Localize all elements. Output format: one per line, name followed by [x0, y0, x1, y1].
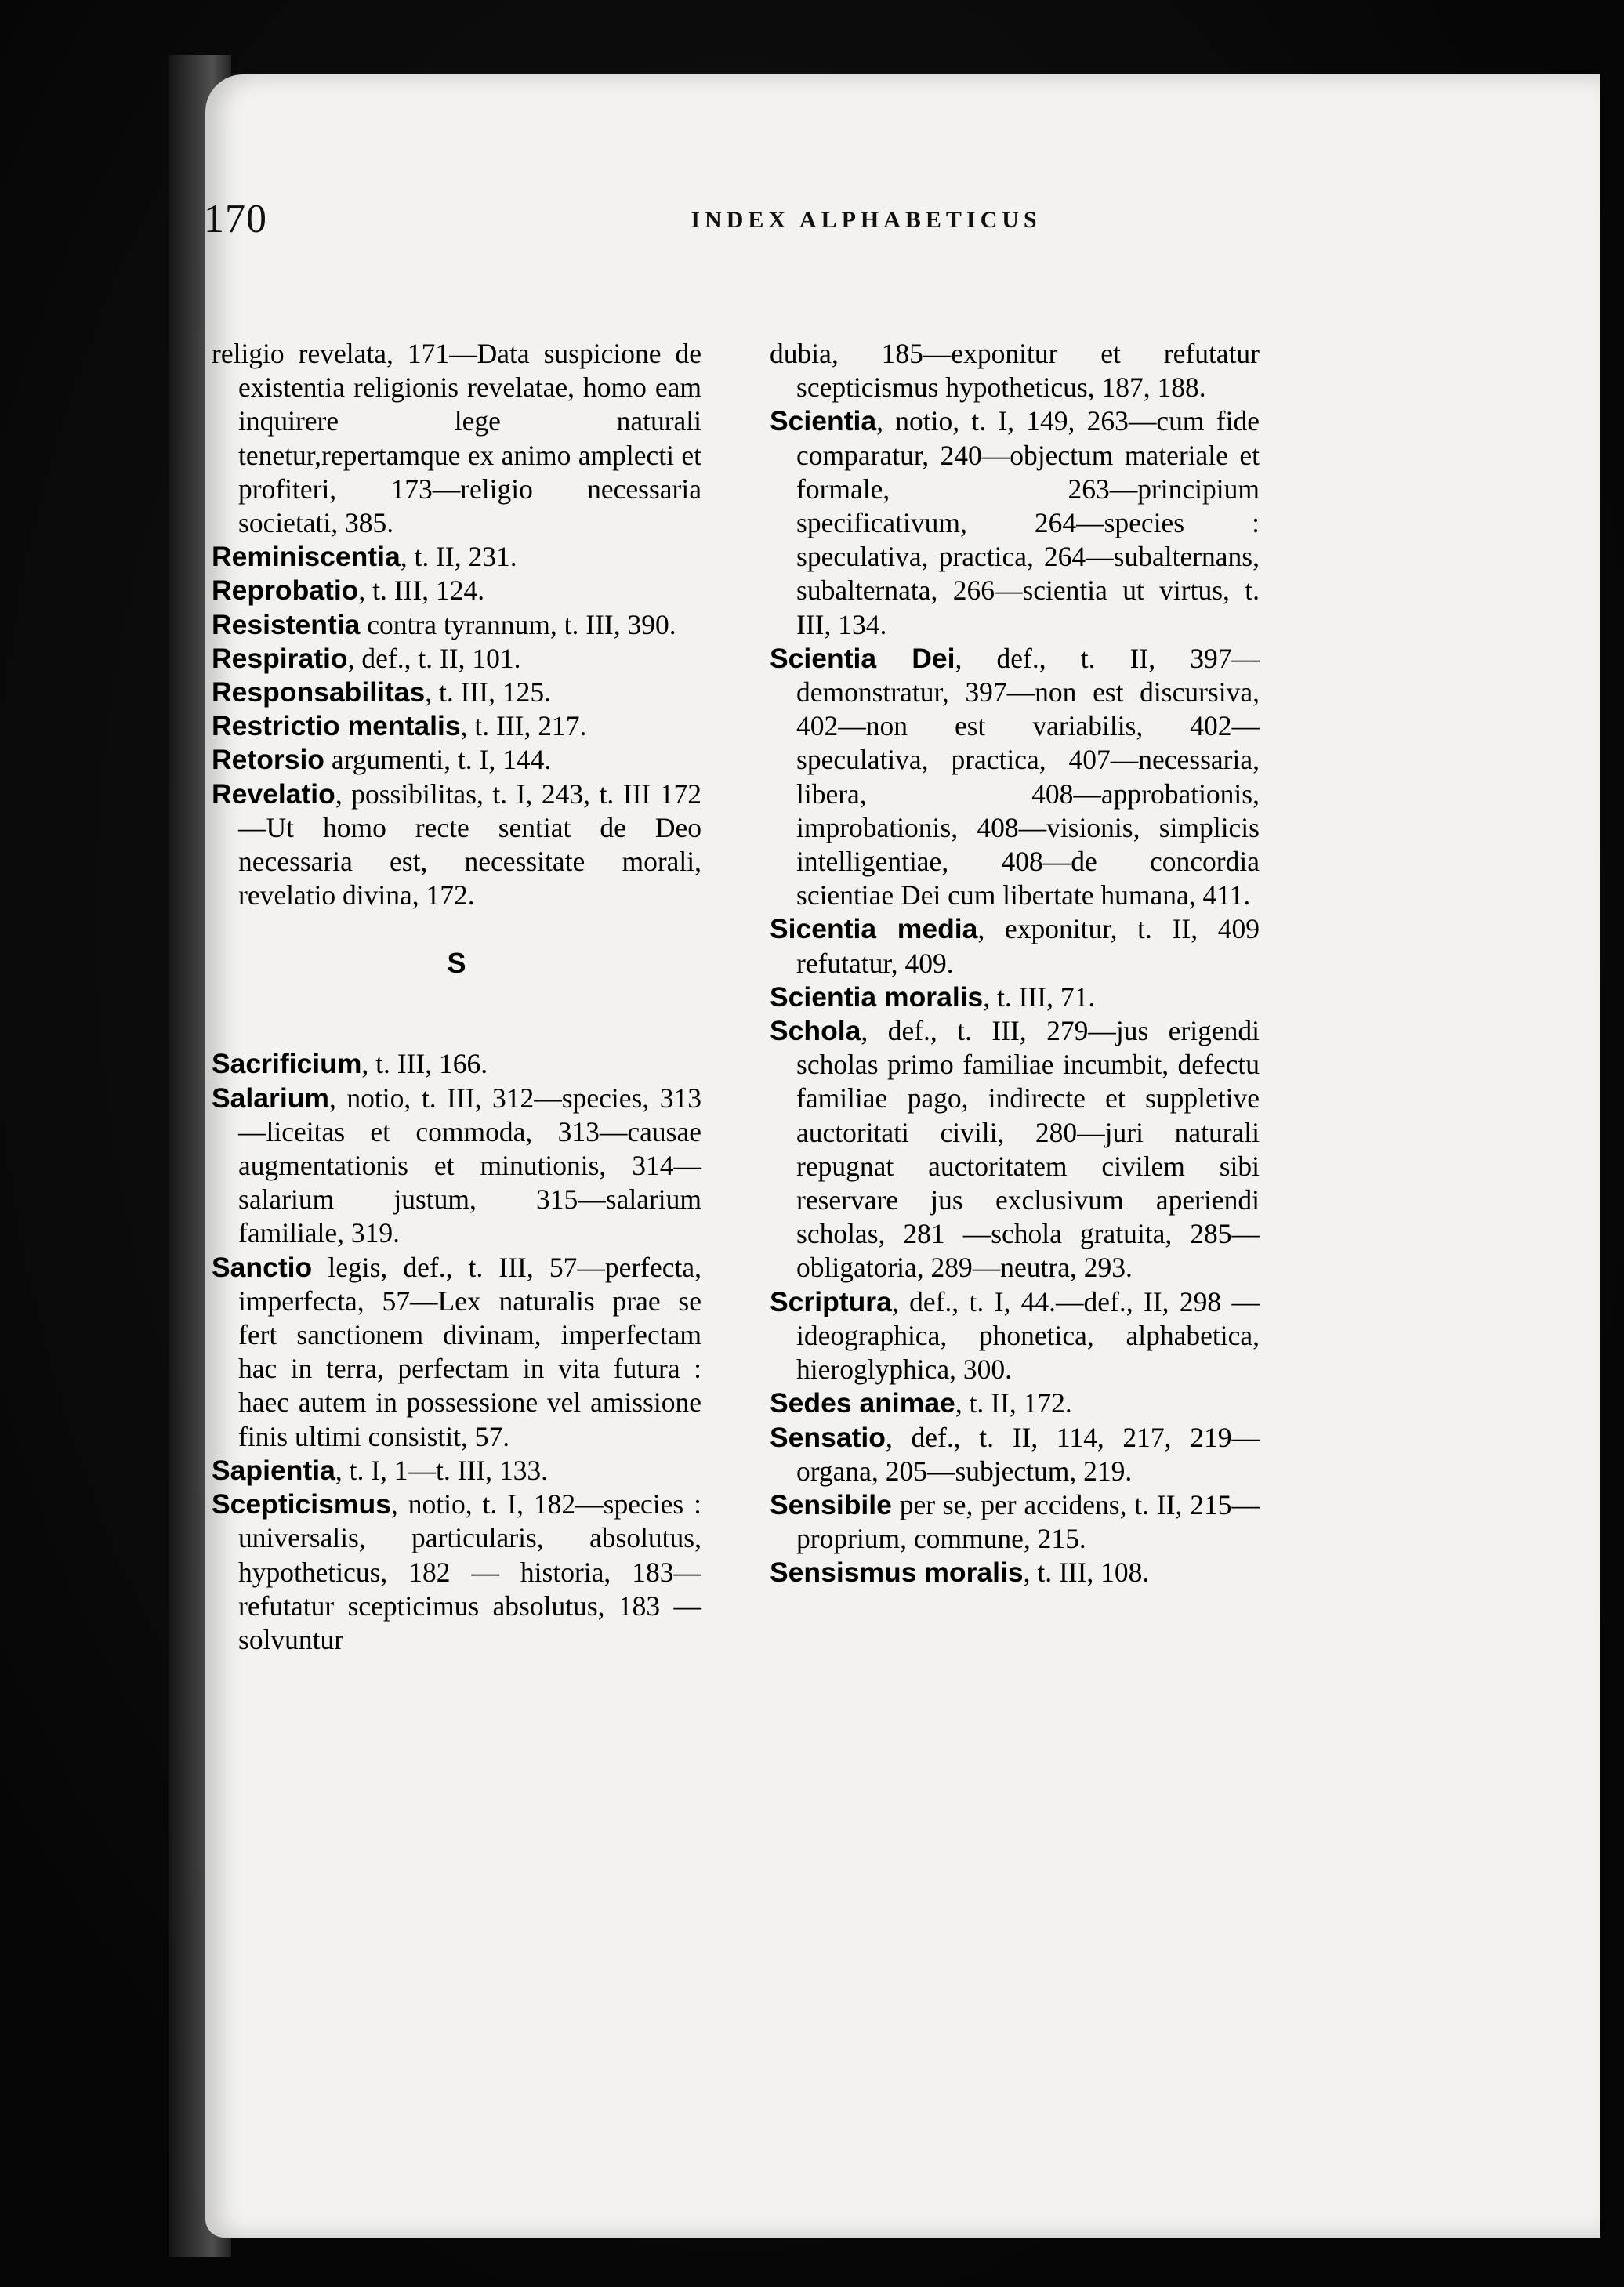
entry-text: , notio, t. III, 312—species, 313—liceitas et commoda, 313—causae augmentationis et minutionis, 314—salarium justum, 315—salarium familiale, 319.	[238, 1082, 701, 1249]
entry-text: religio revelata, 171—Data suspicione de existentia religionis revelatae, homo eam inquirere lege naturali tenetur,repertamque ex animo amplecti et profiteri, 173—religio necessaria societati, 385.	[212, 338, 701, 539]
right-column	[770, 337, 1260, 1590]
section-letter: S	[447, 947, 466, 980]
entry-term: Resistentia	[212, 608, 361, 640]
entry-term: Scientia	[770, 405, 877, 437]
entry-term: Responsabilitas	[212, 676, 426, 709]
left-column	[212, 337, 701, 1657]
entry-term: Retorsio	[212, 744, 324, 776]
index-entry	[212, 574, 701, 607]
running-head: INDEX ALPHABETICUS	[691, 207, 1042, 233]
index-entry	[212, 777, 701, 913]
entry-text: contra tyrannum, t. III, 390.	[360, 608, 676, 640]
entry-text: , t. II, 172.	[955, 1387, 1072, 1419]
right-entries	[770, 337, 1260, 1590]
index-entry	[770, 1421, 1260, 1488]
index-entry	[212, 1251, 701, 1454]
entry-text: , possibilitas, t. I, 243, t. III 172—Ut homo recte sentiat de Deo necessaria est, necessitate morali, revelatio divina, 172.	[238, 777, 701, 912]
index-entry	[770, 642, 1260, 913]
entry-term: Scepticismus	[212, 1488, 391, 1520]
entry-term: Sensibile	[770, 1488, 892, 1520]
entry-text: , t. I, 1—t. III, 133.	[335, 1454, 548, 1486]
page-content	[204, 196, 1497, 266]
entry-term: Restrictio mentalis	[212, 710, 461, 742]
entry-text: , def., t. II, 101.	[347, 642, 521, 674]
entry-text: , notio, t. I, 149, 263—cum fide comparatur, 240—objectum materiale et formale, 263—principium specificativum, 264—species : speculativa, practica, 264—subalternans, subalternata, 266—scientia ut virtus, t. III, 134.	[796, 405, 1260, 640]
entry-text: , t. III, 217.	[460, 710, 587, 742]
entry-text: legis, def., t. III, 57—perfecta, imperfecta, 57—Lex naturalis prae se fert sanctionem divinam, imperfectam hac in terra, perfectam in vita futura : haec autem in possessione vel amissione finis ultimi consistit, 57.	[238, 1251, 701, 1452]
entry-text: , def., t. II, 114, 217, 219—organa, 205—subjectum, 219.	[796, 1421, 1260, 1487]
entry-term: Sedes animae	[770, 1387, 955, 1419]
index-entry	[212, 608, 701, 642]
entry-text: , t. III, 108.	[1023, 1557, 1150, 1589]
entry-text: , t. III, 125.	[425, 676, 551, 709]
index-entry	[212, 1047, 701, 1081]
entry-text: per se, per accidens, t. II, 215—proprium, commune, 215.	[796, 1488, 1260, 1555]
entry-text: dubia, 185—exponitur et refutatur scepticismus hypotheticus, 187, 188.	[770, 338, 1260, 404]
entry-term: Respiratio	[212, 642, 348, 674]
entry-text: , t. III, 166.	[361, 1048, 488, 1080]
index-entry	[212, 337, 701, 540]
index-entry	[212, 642, 701, 676]
index-entry	[212, 1488, 701, 1657]
entry-text: , exponitur, t. II, 409 refutatur, 409.	[796, 913, 1260, 979]
entry-term: Sensatio	[770, 1421, 886, 1453]
entry-term: Scientia moralis	[770, 980, 984, 1013]
index-entry	[770, 404, 1260, 641]
index-entry	[770, 1285, 1260, 1387]
entry-text: , notio, t. I, 182—species : universalis, particularis, absolutus, hypotheticus, 182 — historia, 183—refutatur scepticimus absolutus, 183 — solvuntur	[238, 1488, 701, 1655]
page-header	[204, 196, 1497, 266]
entry-term: Sensismus moralis	[770, 1557, 1024, 1589]
index-entry	[770, 337, 1260, 404]
index-entry	[770, 912, 1260, 980]
entry-term: Scriptura	[770, 1285, 892, 1317]
entry-term: Revelatio	[212, 777, 335, 810]
entry-text: , def., t. III, 279—jus erigendi scholas primo familiae incumbit, defectu familiae pago, indirecte et suppletive auctoritati civili, 280—juri naturali repugnat auctoritatem civilem sibi reservare jus exclusivum aperiendi scholas, 281 —schola gratuita, 285—obligatoria, 289—neutra, 293.	[796, 1015, 1260, 1284]
entry-term: Sicentia media	[770, 913, 978, 945]
entry-text: , t. III, 71.	[983, 980, 1096, 1013]
entry-text: , t. II, 231.	[400, 541, 517, 573]
entry-text: , def., t. I, 44.—def., II, 298 — ideographica, phonetica, alphabetica, hieroglyphica, 300.	[796, 1285, 1260, 1386]
page-number: 170	[204, 197, 267, 241]
entry-term: Sanctio	[212, 1251, 313, 1283]
index-entry	[770, 980, 1260, 1014]
index-entry	[212, 676, 701, 709]
entry-term: Sapientia	[212, 1454, 335, 1486]
entry-term: Reminiscentia	[212, 541, 401, 573]
index-entry	[770, 1556, 1260, 1589]
entry-term: Scientia Dei	[770, 642, 955, 674]
entry-term: Salarium	[212, 1082, 329, 1114]
index-entry	[212, 709, 701, 743]
index-entry	[212, 540, 701, 574]
entry-term: Sacrificium	[212, 1048, 362, 1080]
index-entry	[770, 1488, 1260, 1556]
entry-text: , t. III, 124.	[358, 574, 485, 607]
index-entry	[212, 743, 701, 777]
entry-text: argumenti, t. I, 144.	[324, 744, 552, 776]
index-entry	[770, 1014, 1260, 1285]
entry-term: Reprobatio	[212, 574, 359, 607]
index-entry	[212, 1082, 701, 1251]
index-entry	[212, 1454, 701, 1488]
entry-term: Schola	[770, 1015, 861, 1047]
index-entry	[770, 1386, 1260, 1420]
left-entries	[212, 337, 701, 912]
left-s-entries	[212, 1047, 701, 1657]
entry-text: , def., t. II, 397—demonstratur, 397—non est discursiva, 402—non est variabilis, 402—speculativa, practica, 407—necessaria, libera, 408—approbationis, improbationis, 408—visionis, simplicis intelligentiae, 408—de concordia scientiae Dei cum libertate humana, 411.	[796, 642, 1260, 912]
